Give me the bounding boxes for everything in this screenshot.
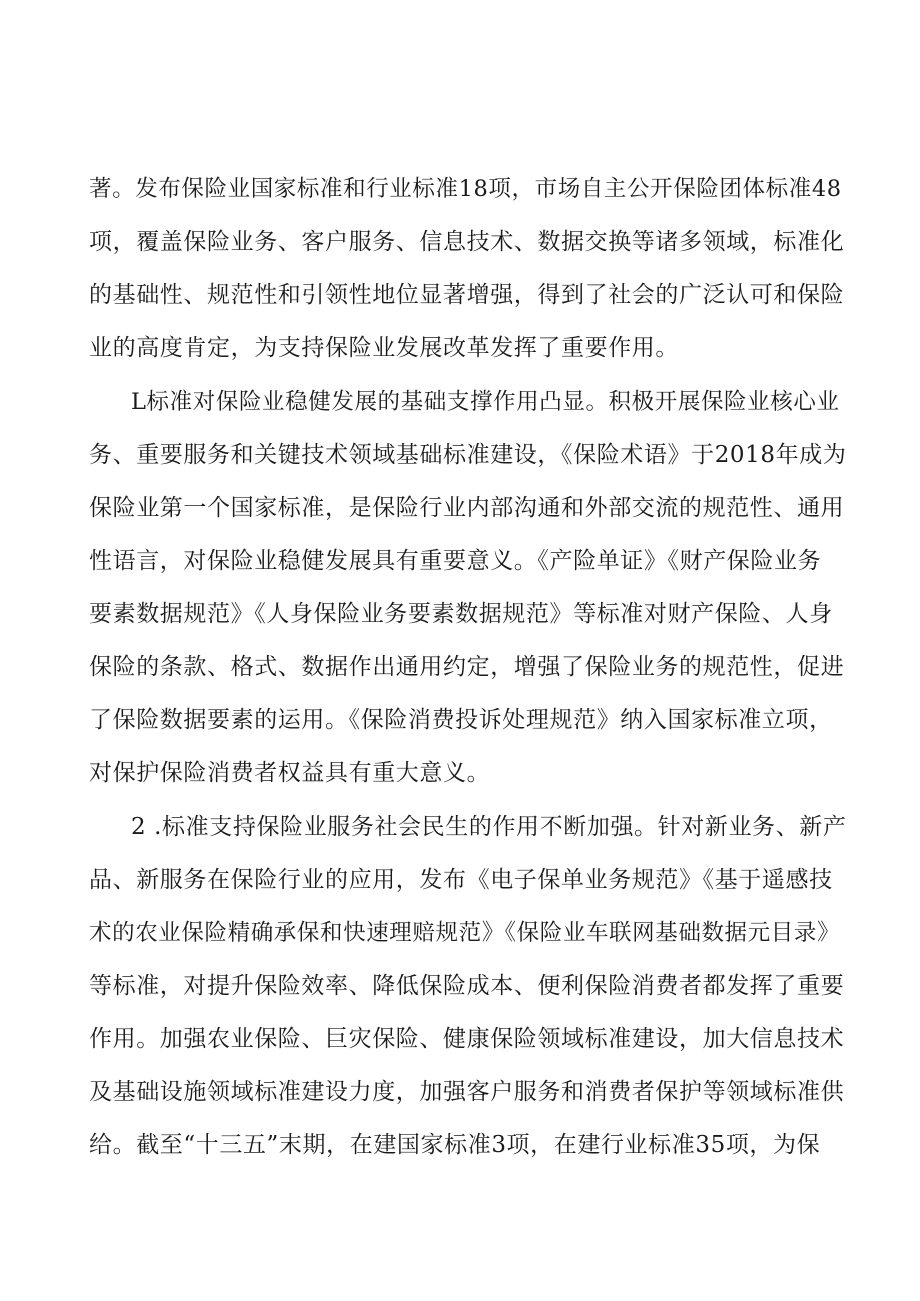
paragraph-3-line-6: 及基础设施领域标准建设力度，加强客户服务和消费者保护等领域标准供 xyxy=(89,1079,845,1105)
paragraph-1-line-3: 的基础性、规范性和引领性地位显著增强，得到了社会的广泛认可和保险 xyxy=(89,282,845,308)
paragraph-1-line-4: 业的高度肯定，为支持保险业发展改革发挥了重要作用。 xyxy=(89,335,679,361)
paragraph-2-line-7: 了保险数据要素的运用。《保险消费投诉处理规范》纳入国家标准立项， xyxy=(89,707,833,733)
paragraph-3-line-7: 给。截至“十三五”末期，在建国家标准3项，在建行业标准35项，为保 xyxy=(89,1132,821,1158)
paragraph-1-line-2: 项，覆盖保险业务、客户服务、信息技术、数据交换等诸多领域，标准化 xyxy=(89,229,845,255)
paragraph-2-line-6: 保险的条款、格式、数据作出通用约定，增强了保险业务的规范性，促进 xyxy=(89,654,845,680)
paragraph-3-line-4: 等标准，对提升保险效率、降低保险成本、便利保险消费者都发挥了重要 xyxy=(89,973,845,999)
paragraph-2-line-1: L标准对保险业稳健发展的基础支撑作用凸显。积极开展保险业核心业 xyxy=(131,389,840,415)
paragraph-3-line-1: 2 .标准支持保险业服务社会民生的作用不断加强。针对新业务、新产 xyxy=(131,814,847,840)
paragraph-2-line-3: 保险业第一个国家标准，是保险行业内部沟通和外部交流的规范性、通用 xyxy=(89,495,845,521)
paragraph-2-line-5: 要素数据规范》《人身保险业务要素数据规范》等标准对财产保险、人身 xyxy=(89,601,833,627)
paragraph-3-line-5: 作用。加强农业保险、巨灾保险、健康保险领域标准建设，加大信息技术 xyxy=(89,1026,845,1052)
paragraph-2-line-4: 性语言，对保险业稳健发展具有重要意义。《产险单证》《财产保险业务 xyxy=(89,548,822,574)
paragraph-2-line-2: 务、重要服务和关键技术领域基础标准建设，《保险术语》于2018年成为 xyxy=(89,442,847,468)
paragraph-3-line-3: 术的农业保险精确承保和快速理赔规范》《保险业车联网基础数据元目录》 xyxy=(89,920,841,946)
paragraph-2-line-8: 对保护保险消费者权益具有重大意义。 xyxy=(89,760,491,786)
paragraph-1-line-1: 著。发布保险业国家标准和行业标准18项，市场自主公开保险团体标准48 xyxy=(89,176,842,202)
paragraph-3-line-2: 品、新服务在保险行业的应用，发布《电子保单业务规范》《基于遥感技 xyxy=(89,867,833,893)
